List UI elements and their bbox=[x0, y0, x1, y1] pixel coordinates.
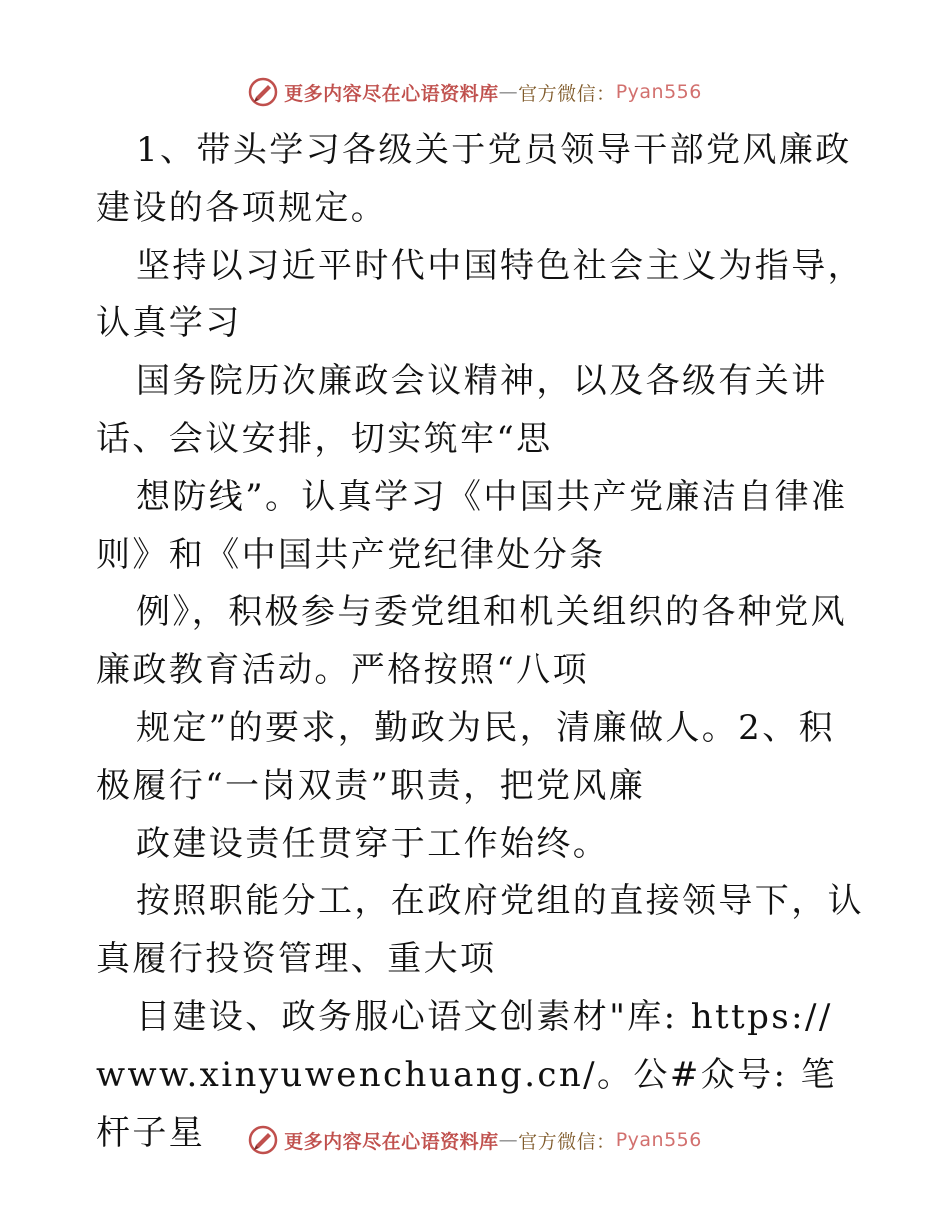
banner-dash: — bbox=[498, 81, 519, 103]
banner-wechat-id: Pyan556 bbox=[615, 81, 702, 103]
paragraph-9: 目建设、政务服心语文创素材"库: https:// www.xinyuwenchuang.cn/。公#众号: 笔杆子星 bbox=[96, 996, 837, 1153]
paragraph-7: 政建设责任贯穿于工作始终。 bbox=[136, 823, 610, 864]
paragraph-4: 想防线”。认真学习《中国共产党廉洁自律准则》和《中国共产党纪律处分条 bbox=[96, 476, 848, 575]
header-watermark-banner bbox=[0, 72, 950, 112]
footer-watermark-banner bbox=[0, 1120, 950, 1160]
paragraph-3: 国务院历次廉政会议精神，以及各级有关讲话、会议安排，切实筑牢“思 bbox=[96, 361, 828, 459]
banner-wechat-label: 官方微信： bbox=[518, 1130, 616, 1153]
paragraph-8: 按照职能分工，在政府党组的直接领导下，认真履行投资管理、重大项 bbox=[96, 881, 864, 980]
document-body bbox=[96, 122, 866, 1162]
paragraph-1: 1、带头学习各级关于党员领导干部党风廉政建设的各项规定。 bbox=[96, 130, 852, 228]
banner-wechat-label: 官方微信： bbox=[518, 82, 616, 105]
paragraph-6: 规定”的要求，勤政为民，清廉做人。2、积极履行“一岗双责”职责，把党风廉 bbox=[96, 707, 836, 806]
banner-site-text: 更多内容尽在心语资料库 bbox=[284, 82, 499, 105]
paragraph-5: 例》，积极参与委党组和机关组织的各种党风廉政教育活动。严格按照“八项 bbox=[96, 592, 847, 691]
banner-site-text: 更多内容尽在心语资料库 bbox=[284, 1130, 499, 1153]
paragraph-2: 坚持以习近平时代中国特色社会主义为指导，认真学习 bbox=[96, 245, 864, 344]
banner-dash: — bbox=[498, 1129, 519, 1151]
banner-wechat-id: Pyan556 bbox=[615, 1129, 702, 1151]
pen-logo-icon bbox=[248, 77, 278, 107]
pen-logo-icon bbox=[248, 1125, 278, 1155]
